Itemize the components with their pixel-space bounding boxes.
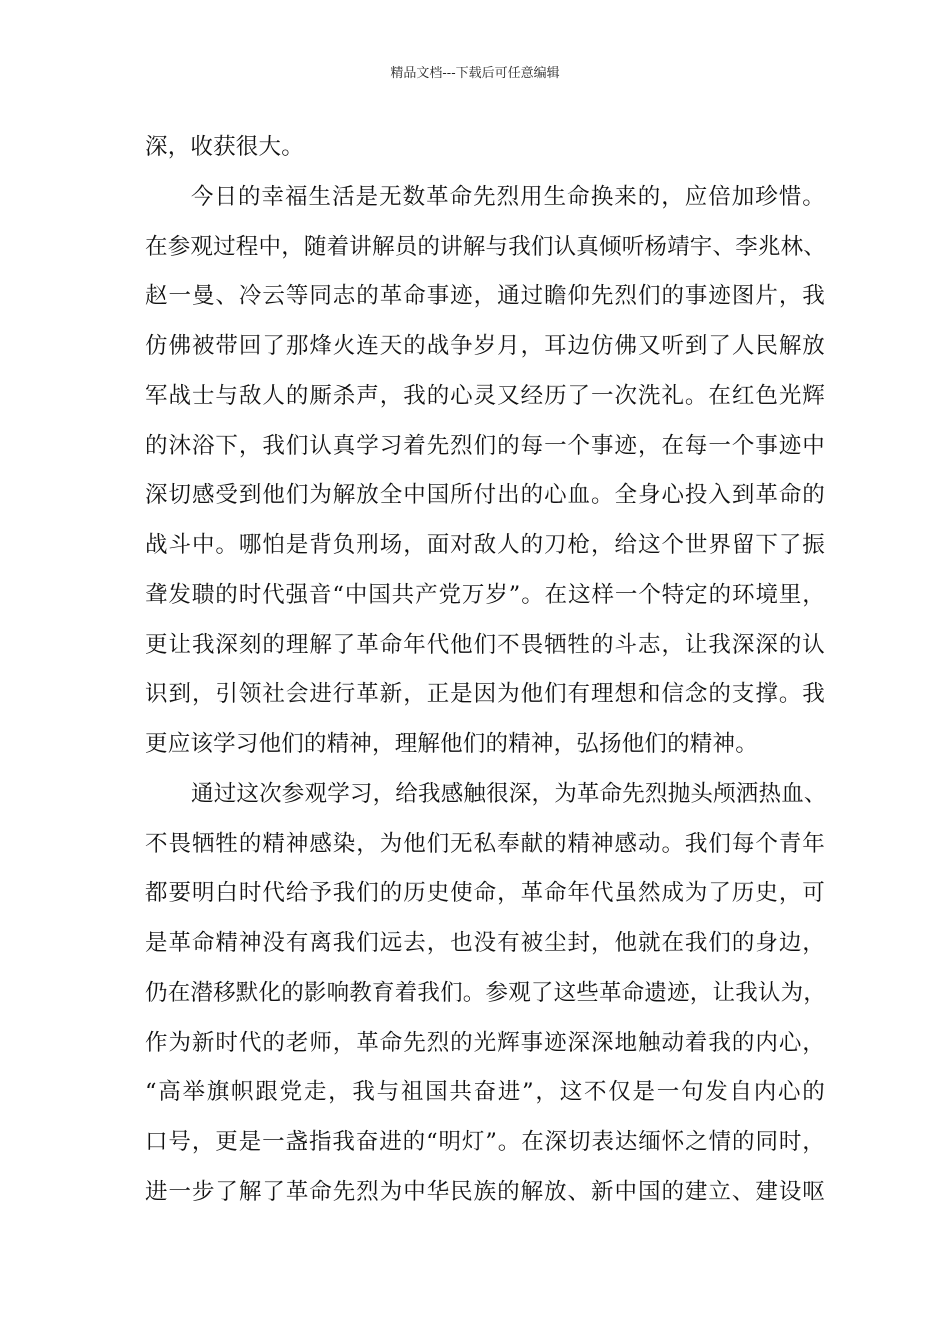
text-line: 在参观过程中，随着讲解员的讲解与我们认真倾听杨靖宇、李兆林、 — [145, 233, 827, 260]
text-line: 深，收获很大。 — [145, 134, 304, 160]
document-body — [145, 129, 825, 1224]
text-line: 更让我深刻的理解了革命年代他们不畏牺牲的斗志，让我深深的认 — [145, 631, 825, 658]
text-line: 不畏牺牲的精神感染，为他们无私奉献的精神感动。我们每个青年 — [145, 830, 825, 857]
text-line: 的沐浴下，我们认真学习着先烈们的每一个事迹，在每一个事迹中 — [145, 432, 825, 459]
text-line: 识到，引领社会进行革新，正是因为他们有理想和信念的支撑。我 — [145, 681, 825, 708]
text-line: 军战士与敌人的厮杀声，我的心灵又经历了一次洗礼。在红色光辉 — [145, 382, 825, 409]
text-line: 作为新时代的老师，革命先烈的光辉事迹深深地触动着我的内心， — [145, 1029, 825, 1056]
text-line: 深切感受到他们为解放全中国所付出的心血。全身心投入到革命的 — [145, 482, 825, 509]
text-line: 赵一曼、冷云等同志的革命事迹，通过瞻仰先烈们的事迹图片，我 — [145, 283, 825, 310]
text-line: 都要明白时代给予我们的历史使命，革命年代虽然成为了历史，可 — [145, 880, 825, 907]
paragraph-first-line: 通过这次参观学习，给我感触很深，为革命先烈抛头颅洒热血、 — [191, 780, 827, 807]
text-line: 战斗中。哪怕是背负刑场，面对敌人的刀枪，给这个世界留下了振 — [145, 532, 825, 558]
paragraph-first-line: 今日的幸福生活是无数革命先烈用生命换来的，应倍加珍惜。 — [191, 183, 825, 210]
text-line: 仍在潜移默化的影响教育着我们。参观了这些革命遗迹，让我认为， — [145, 979, 827, 1006]
text-line: “高举旗帜跟党走，我与祖国共奋进”，这不仅是一句发自内心的 — [145, 1079, 825, 1106]
text-line: 聋发聩的时代强音“中国共产党万岁”。在这样一个特定的环境里， — [145, 581, 825, 608]
text-line: 更应该学习他们的精神，理解他们的精神，弘扬他们的精神。 — [145, 731, 758, 757]
text-line: 进一步了解了革命先烈为中华民族的解放、新中国的建立、建设呕 — [145, 1178, 825, 1205]
page-header: 精品文档---下载后可任意编辑 — [390, 66, 560, 81]
text-line: 口号，更是一盏指我奋进的“明灯”。在深切表达缅怀之情的同时， — [145, 1129, 825, 1155]
text-line: 是革命精神没有离我们远去，也没有被尘封，他就在我们的身边， — [145, 930, 825, 956]
text-line: 仿佛被带回了那烽火连天的战争岁月，耳边仿佛又听到了人民解放 — [145, 333, 825, 359]
